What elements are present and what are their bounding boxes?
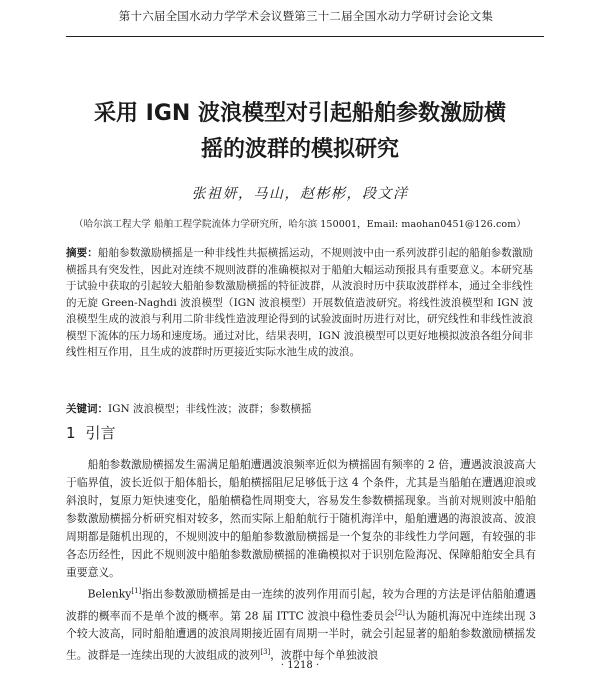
reference-marker[interactable]: [2]	[395, 608, 405, 617]
paragraph-text: 认为随机海况中连续出现 3 个较大波高，同时船舶遭遇的波浪周期接近固有周期一半时，就会引起显著的船舶参数激励横摇发生。波群是一连续出现的大波组成的波列	[66, 609, 536, 662]
affiliation: （哈尔滨工程大学 船舶工程学院流体力学研究所，哈尔滨 150001，Email: maohan0451@126.com）	[74, 219, 526, 230]
keywords-text: IGN 波浪模型；非线性波；波群；参数横摇	[108, 403, 312, 415]
abstract-label: 摘要：	[66, 247, 98, 259]
paragraph: 船舶参数激励横摇发生需满足船舶遭遇波浪频率近似为横摇固有频率的 2 倍，遭遇波浪波高大于临界值，波长近似于船体船长，船舶横摇阻尼足够低于这 4 个条件，尤其是当船舶在遭遇迎浪或斜浪时，复原力矩快速变化，船舶横稳性周期变大，容易发生参数横摇现象。当前对规则波中船舶参数激励横摇分析研究相对较多，然而实际上船舶航行于随机海洋中，船舶遭遇的海浪波高、波浪周期都是随机出现的，不规则波中的船舶参数激励横摇是一个复杂的非线性力学问题，有较强的非各态历经性，因此不规则波中船舶参数激励横摇的准确模拟对于识别危险海况、保障船舶安全具有重要意义。	[66, 458, 536, 579]
keywords	[66, 401, 536, 417]
section-heading	[66, 422, 116, 443]
paragraph-text: 指出参数激励横摇是由一连续的波列作用而引起，较为合理的方法是评估船舶遭遇波群的概率而不是单个波的概率。第 28 届 ITTC 波浪中稳性委员会	[66, 587, 536, 623]
title-line-1: 采用 IGN 波浪模型对引起船舶参数激励横	[94, 101, 506, 126]
citation-author: Belenky	[87, 587, 132, 601]
paragraph	[66, 582, 536, 665]
keywords-label: 关键词：	[66, 403, 108, 415]
section-title: 引言	[85, 424, 116, 442]
page-number: · 1218 ·	[280, 660, 320, 671]
abstract-text: 船舶参数激励横摇是一种非线性共振横摇运动，不规则波中由一系列波群引起的船舶参数激励横摇具有突发性，因此对连续不规则波群的准确模拟对于船舶大幅运动预报具有重要意义。本研究基于试验中获取的引起较大船舶参数激励横摇的特征波群，从波浪时历中获取波群样本，通过全非线性的无旋 Green-Naghdi 波浪模型（IGN 波浪模型）开展数值造波研究。将线性波浪模型和 IGN 波浪模型生成的波浪与利用二阶非线性造波理论得到的试验波面时历进行对比，研究线性和非线性波浪模型下流体的压力场和速度场。通过对比，结果表明，IGN 波浪模型可以更好地模拟波浪各组分间非线性相互作用，且生成的波群时历更接近实际水池生成的波浪。	[66, 247, 534, 358]
reference-marker[interactable]: [3]	[260, 648, 271, 657]
abstract	[66, 245, 533, 361]
header-rule	[66, 36, 544, 37]
paper-title	[40, 96, 560, 168]
body-text	[66, 456, 536, 665]
authors: 张祖妍，马山，赵彬彬，段文洋	[191, 186, 409, 202]
paragraph-text: ，波群中每个单独波浪	[270, 648, 379, 662]
running-header: 第十六届全国水动力学学术会议暨第三十二届全国水动力学研讨会论文集	[118, 9, 494, 23]
title-line-2: 摇的波群的模拟研究	[200, 137, 399, 162]
reference-marker[interactable]: [1]	[131, 587, 142, 595]
section-number: 1	[66, 424, 76, 442]
